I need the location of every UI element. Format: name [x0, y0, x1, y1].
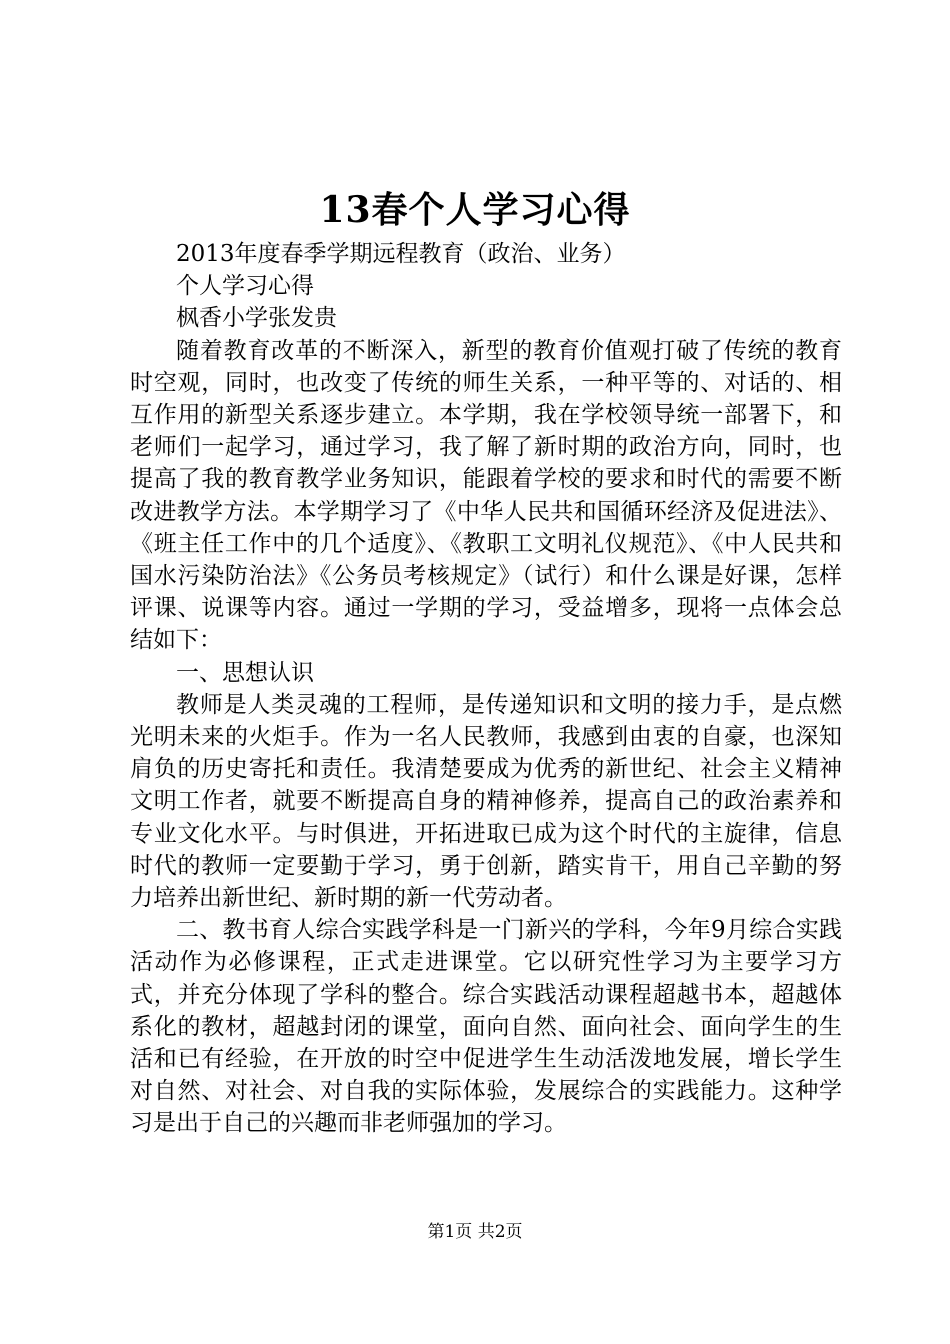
paragraph-course-heading: 2013年度春季学期远程教育（政治、业务）: [176, 241, 626, 267]
paragraph-intro: 随着教育改革的不断深入，新型的教育价值观打破了传统的教育时空观，同时，也改变了传统的师生关系，一种平等的、对话的、相互作用的新型关系逐步建立。本学期，我在学校领导统一部署下，和老师们一起学习，通过学习，我了解了新时期的政治方向，同时，也提高了我的教育教学业务知识，能跟着学校的要求和时代的需要不断改进教学方法。本学期学习了《中华人民共和国循环经济及促进法》、《班主任工作中的几个适度》、《教职工文明礼仪规范》、《中人民共和国水污染防治法》《公务员考核规定》（试行）和什么课是好课，怎样评课、说课等内容。通过一学期的学习，受益增多，现将一点体会总结如下：: [130, 337, 842, 654]
paragraph-section-2: 二、教书育人综合实践学科是一门新兴的学科，今年9月综合实践活动作为必修课程，正式走进课堂。它以研究性学习为主要学习方式，并充分体现了学科的整合。综合实践活动课程超越书本，超越体系化的教材，超越封闭的课堂，面向自然、面向社会、面向学生的生活和已有经验，在开放的时空中促进学生生动活泼地发展，增长学生对自然、对社会、对自我的实际体验，发展综合的实践能力。这种学习是出于自己的兴趣而非老师强加的学习。: [130, 917, 842, 1137]
paragraph-section-1: 教师是人类灵魂的工程师，是传递知识和文明的接力手，是点燃光明未来的火炬手。作为一名人民教师，我感到由衷的自豪，也深知肩负的历史寄托和责任。我清楚要成为优秀的新世纪、社会主义精神文明工作者，就要不断提高自身的精神修养，提高自己的政治素养和专业文化水平。与时俱进，开拓进取已成为这个时代的主旋律，信息时代的教师一定要勤于学习，勇于创新，踏实肯干，用自己辛勤的努力培养出新世纪、新时期的新一代劳动者。: [130, 691, 842, 912]
page-number: 第1页 共2页: [427, 1222, 523, 1242]
section-heading-1: 一、思想认识: [176, 659, 314, 686]
document-body: [130, 238, 842, 1140]
paragraph-author: 枫香小学张发贵: [176, 305, 337, 332]
paragraph-subtitle: 个人学习心得: [176, 273, 314, 300]
document-title: 13春个人学习心得: [319, 189, 631, 231]
